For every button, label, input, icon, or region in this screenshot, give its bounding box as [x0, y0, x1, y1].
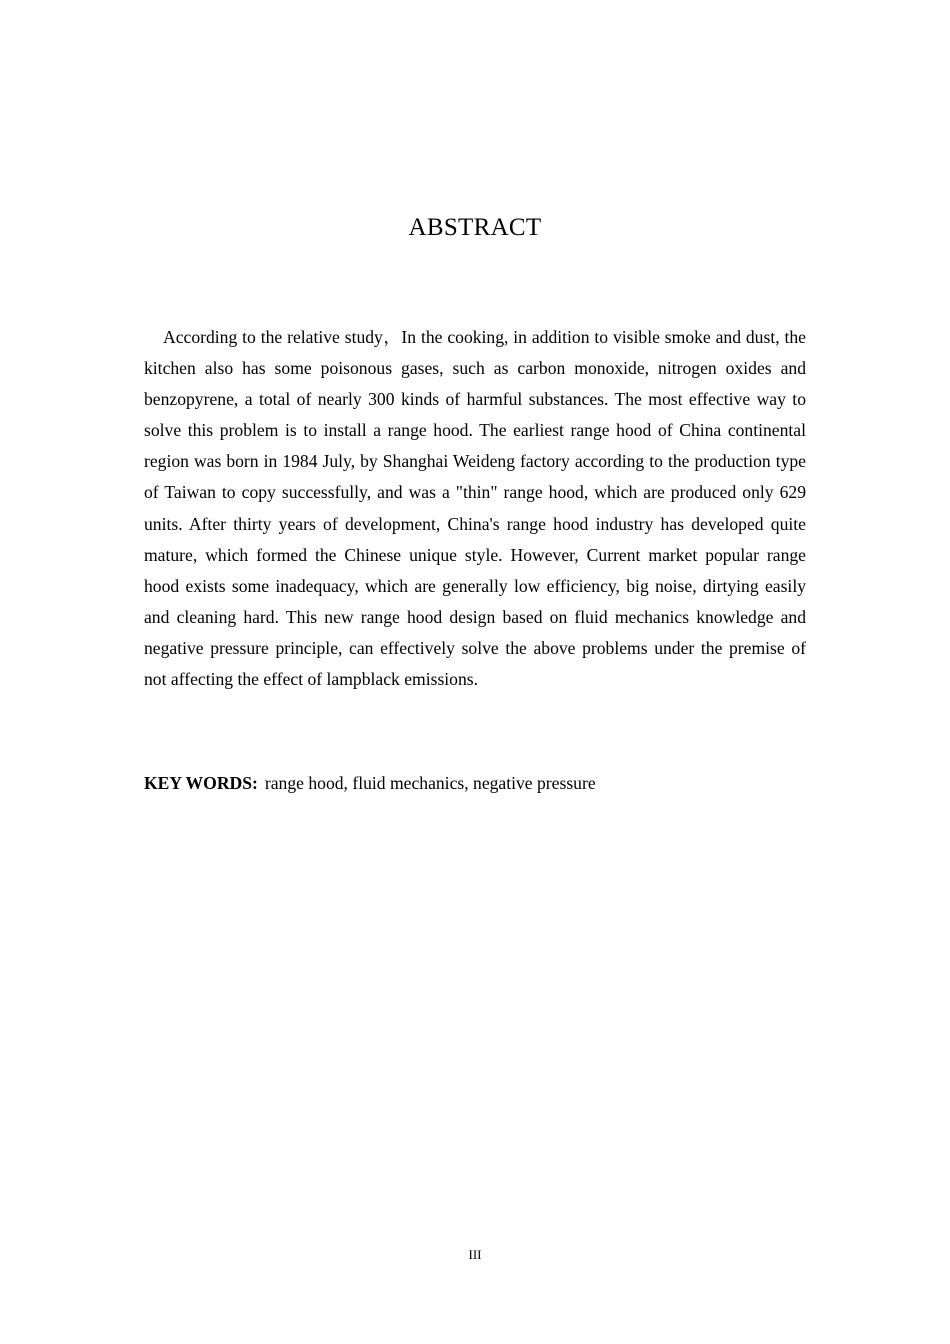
keywords-values: range hood, fluid mechanics, negative pressure: [264, 773, 596, 793]
page-number: III: [468, 1247, 482, 1262]
abstract-paragraph: According to the relative study，In the cooking, in addition to visible smoke and dust, the kitchen also has some poisonous gases, such as carbon monoxide, nitrogen oxides and benzopyrene, a total of nearly 300 kinds of harmful substances. The most effective way to solve this problem is to install a range hood. The earliest range hood of China continental region was born in 1984 July, by Shanghai Weideng factory according to the production type of Taiwan to copy successfully, and was a "thin" range hood, which are produced only 629 units. After thirty years of development, China's range hood industry has developed quite mature, which formed the Chinese unique style. However, Current market popular range hood exists some inadequacy, which are generally low efficiency, big noise, dirtying easily and cleaning hard. This new range hood design based on fluid mechanics knowledge and negative pressure principle, can effectively solve the above problems under the premise of not affecting the effect of lampblack emissions.: [144, 327, 806, 690]
keywords-line: [144, 768, 806, 799]
page-title: ABSTRACT: [408, 214, 542, 241]
keywords-label: KEY WORDS:: [144, 773, 258, 793]
